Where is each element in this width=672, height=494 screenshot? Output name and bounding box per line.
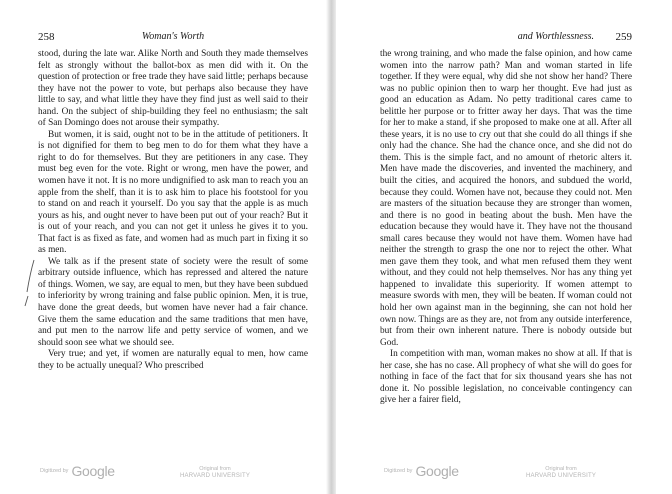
right-body-text <box>380 49 632 407</box>
left-footer <box>0 462 326 484</box>
left-page-number: 258 <box>38 31 55 43</box>
right-digitized-mark: Digitized by Google <box>384 462 459 479</box>
google-logo-icon: Google <box>71 462 115 479</box>
google-logo-icon: Google <box>415 462 459 479</box>
left-paragraph-4: Very true; and yet, if women are naturally equal to men, how came they to be actually unequal? Who prescribed <box>38 349 308 371</box>
left-digitized-mark: Digitized by Google <box>40 462 115 479</box>
left-running-title: Woman's Worth <box>141 31 205 42</box>
left-original-from: Original from HARVARD UNIVERSITY <box>180 466 251 479</box>
book-gutter <box>326 0 336 494</box>
left-page <box>0 0 326 494</box>
left-paragraph-1: stood, during the late war. Alike North and South they made themselves felt as strongly without the ballot-box as men did with it. On the question of protection or free trade they have said little; perhaps because they have not the power to vote, but perhaps also because they have little to say, and what little they have they find just as well said to their hand. On the subject of ship-building they feel no enthusiasm; the salt of San Domingo does not arouse their sympathy. <box>38 49 308 129</box>
right-running-title: and Worthlessness. <box>517 31 594 42</box>
right-page-number: 259 <box>615 31 632 43</box>
right-paragraph-2: In competition with man, woman makes no show at all. If that is her case, she has no case. All prophecy of what she will do goes for nothing in face of the fact that for six thousand years she has not done it. No possible legislation, no conceivable contingency can give her a fairer field, <box>380 349 632 406</box>
left-body-text <box>38 49 308 372</box>
right-original-from: Original from HARVARD UNIVERSITY <box>526 466 597 479</box>
right-running-head <box>380 30 632 46</box>
left-running-head <box>38 30 308 46</box>
right-footer <box>336 462 672 484</box>
right-paragraph-1: the wrong training, and who made the false opinion, and how came women into the narrow path? Man and woman started in life together. If they were equal, why did she not show her hand? There was no public opinion then to warp her thought. Eve had just as good an education as Adam. No petty traditional cares came to belittle her purpose or to fritter away her days. That was the time for her to make a stand, if she proposed to make one at all. After all these years, it is no use to cry out that she could do all things if she only had the chance. She had the chance once, and she did not do them. This is the simple fact, and no amount of rhetoric alters it. Men have made the discoveries, and invented the machinery, and built the cities, and acquired the honors, and subdued the world, because they could. Women have not, because they could not. Men are masters of the situation because they are stronger than women, and there is no good in beating about the bush. Men have the education because they would have it. They have not the thousand small cares because they would not have them. Women have had neither the strength to grasp the one nor to reject the other. What men gave them they took, and what men refused them they went without, and they could not help themselves. Nor has any thing yet happened to invalidate this superiority. If women attempt to measure swords with men, they will be beaten. If woman could not hold her own against man in the beginning, she can not hold her own now. Things are as they are, not from any outside interference, but from their own inherent nature. There is nobody outside but God. <box>380 49 632 348</box>
left-paragraph-3: We talk as if the present state of society were the result of some arbitrary outside influence, which has repressed and altered the nature of things. Women, we say, are equal to men, but they have been subdued to inferiority by wrong training and false public opinion. Men, it is true, have done the great deeds, but women have never had a fair chance. Give them the same education and the same traditions that men have, and put men to the narrow life and petty service of women, and we should soon see what we should see. <box>38 256 308 348</box>
right-page <box>336 0 672 494</box>
pencil-margin-mark-icon <box>23 258 37 308</box>
left-paragraph-2: But women, it is said, ought not to be in the attitude of petitioners. It is not dignified for them to beg men to do for them what they have a right to do for themselves. But they are petitioners in any case. They must beg even for the vote. Right or wrong, men have the power, and women have it not. It is no more undignified to ask man to reach you an apple from the shelf, than it is to ask him to place his footstool for you to stand on and reach it yourself. Do you say that the apple is as much yours as his, and ought never to have been put out of your reach? But it is out of your reach, and you can not get it unless he gives it to you. That fact is as fixed as fate, and women had as much part in fixing it so as men. <box>38 129 308 256</box>
